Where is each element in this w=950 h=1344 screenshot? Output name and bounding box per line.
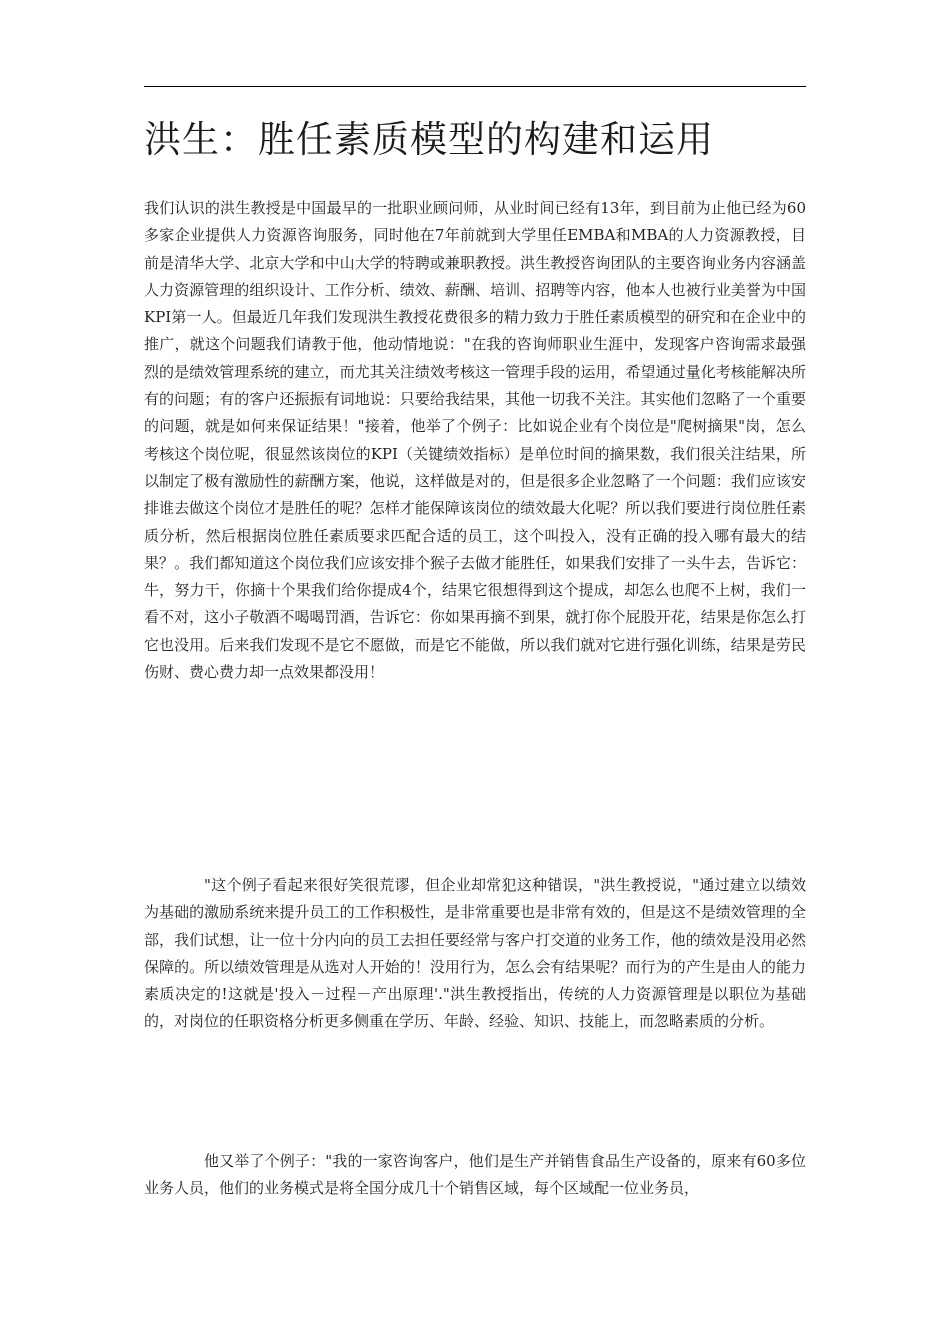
header-rule <box>144 86 806 87</box>
paragraph-1: 我们认识的洪生教授是中国最早的一批职业顾问师，从业时间已经有13年，到目前为止他已经为60多家企业提供人力资源咨询服务，同时他在7年前就到大学里任EMBA和MBA的人力资源教授，目前是清华大学、北京大学和中山大学的特聘或兼职教授。洪生教授咨询团队的主要咨询业务内容涵盖人力资源管理的组织设计、工作分析、绩效、薪酬、培训、招聘等内容，他本人也被行业美誉为中国KPI第一人。但最近几年我们发现洪生教授花费很多的精力致力于胜任素质模型的研究和在企业中的推广，就这个问题我们请教于他，他动情地说："在我的咨询师职业生涯中，发现客户咨询需求最强烈的是绩效管理系统的建立，而尤其关注绩效考核这一管理手段的运用，希望通过量化考核能解决所有的问题；有的客户还振振有词地说：只要给我结果，其他一切我不关注。其实他们忽略了一个重要的问题，就是如何来保证结果！"接着，他举了个例子：比如说企业有个岗位是"爬树摘果"岗，怎么考核这个岗位呢，很显然该岗位的KPI（关键绩效指标）是单位时间的摘果数，我们很关注结果，所以制定了极有激励性的薪酬方案，他说，这样做是对的，但是很多企业忽略了一个问题：我们应该安排谁去做这个岗位才是胜任的呢？怎样才能保障该岗位的绩效最大化呢？所以我们要进行岗位胜任素质分析，然后根据岗位胜任素质要求匹配合适的员工，这个叫投入，没有正确的投入哪有最大的结果？。我们都知道这个岗位我们应该安排个猴子去做才能胜任，如果我们安排了一头牛去，告诉它：牛，努力干，你摘十个果我们给你提成4个，结果它很想得到这个提成，却怎么也爬不上树，我们一看不对，这小子敬酒不喝喝罚酒，告诉它：你如果再摘不到果，就打你个屁股开花，结果是你怎么打它也没用。后来我们发现不是它不愿做，而是它不能做，所以我们就对它进行强化训练，结果是劳民伤财、费心费力却一点效果都没用！ <box>144 199 806 682</box>
paragraph-3: 他又举了个例子："我的一家咨询客户，他们是生产并销售食品生产设备的，原来有60多位业务人员，他们的业务模式是将全国分成几十个销售区域，每个区域配一位业务员， <box>144 1152 806 1198</box>
paragraph-2: "这个例子看起来很好笑很荒谬，但企业却常犯这种错误，"洪生教授说，"通过建立以绩效为基础的激励系统来提升员工的工作积极性，是非常重要也是非常有效的，但是这不是绩效管理的全部，我们试想，让一位十分内向的员工去担任要经常与客户打交道的业务工作，他的绩效是没用必然保障的。所以绩效管理是从选对人开始的！没用行为，怎么会有结果呢？而行为的产生是由人的能力素质决定的!这就是'投入－过程－产出原理'."洪生教授指出，传统的人力资源管理是以职位为基础的，对岗位的任职资格分析更多侧重在学历、年龄、经验、知识、技能上，而忽略素质的分析。 <box>144 876 806 1031</box>
article-title: 洪生：胜任素质模型的构建和运用 <box>144 118 714 161</box>
